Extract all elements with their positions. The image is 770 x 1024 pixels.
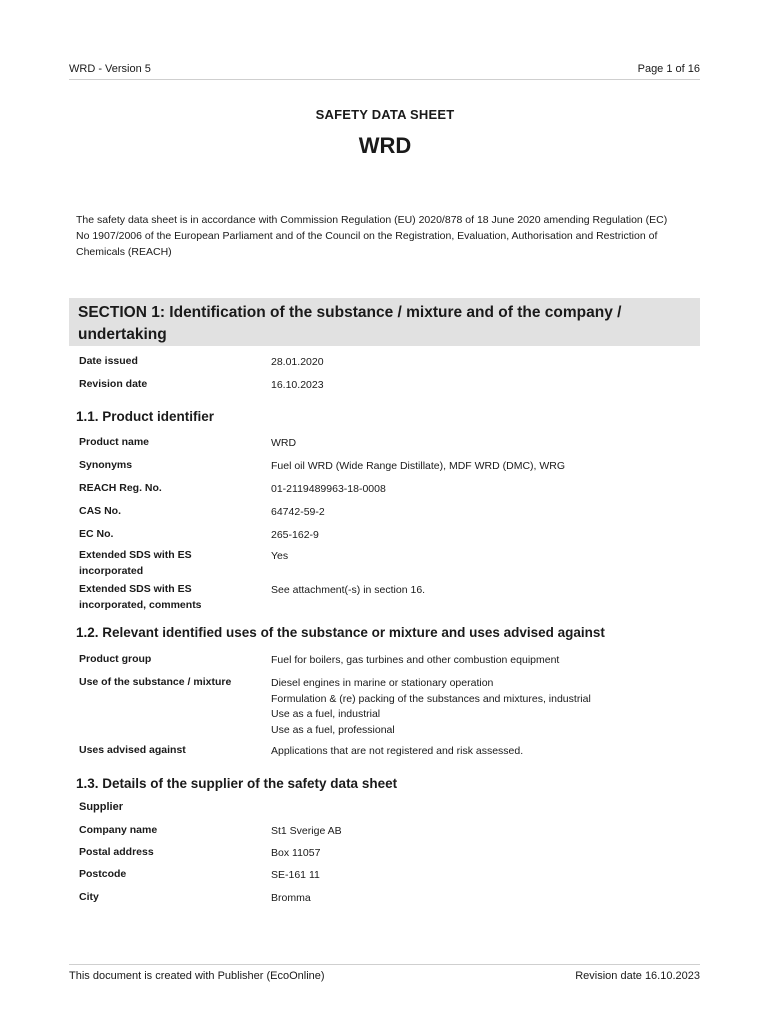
row-value: See attachment(-s) in section 16. xyxy=(271,584,426,596)
row-label: Postcode xyxy=(79,868,127,880)
use-item: Diesel engines in marine or stationary operation xyxy=(271,677,494,689)
row-label: REACH Reg. No. xyxy=(79,482,162,494)
document-title: WRD xyxy=(358,133,412,158)
row-label: Extended SDS with ES incorporated, comments xyxy=(79,583,202,611)
header-doc-version: WRD - Version 5 xyxy=(69,63,151,75)
use-item: Use as a fuel, professional xyxy=(271,723,395,736)
row-value: SE-161 11 xyxy=(271,869,320,881)
row-label: Use of the substance / mixture xyxy=(79,676,232,688)
row-label: Product group xyxy=(79,653,152,665)
regulation-intro: The safety data sheet is in accordance with Commission Regulation (EU) 2020/878 of 18 June 2020 amending Regulation (EC) No 1907/2006 of the European Parliament and of the Council on the Registration, Evaluation, Authorisation and Restriction of Chemicals (REACH) xyxy=(76,214,668,258)
header-page-number: Page 1 of 16 xyxy=(637,63,700,75)
row-value: 16.10.2023 xyxy=(271,379,324,391)
row-value: 28.01.2020 xyxy=(271,356,324,368)
row-value: 265-162-9 xyxy=(271,529,319,541)
row-label: Synonyms xyxy=(79,459,133,471)
row-label: CAS No. xyxy=(79,505,121,517)
row-label: Revision date xyxy=(79,378,148,390)
row-value-list xyxy=(271,676,699,738)
row-value: 01-2119489963-18-0008 xyxy=(271,483,386,495)
row-label: Company name xyxy=(79,824,158,836)
row-value: 64742-59-2 xyxy=(271,506,325,518)
row-label: City xyxy=(79,891,99,903)
use-item: Use as a fuel, industrial xyxy=(271,708,381,720)
row-value: Fuel oil WRD (Wide Range Distillate), MDF WRD (DMC), WRG xyxy=(271,460,566,472)
row-value: Bromma xyxy=(271,892,311,904)
row-label: Uses advised against xyxy=(79,744,186,756)
row-label: Date issued xyxy=(79,355,138,367)
footer-publisher-note: This document is created with Publisher (EcoOnline) xyxy=(69,970,325,982)
page-footer xyxy=(69,964,700,985)
page-header xyxy=(69,63,700,80)
row-value: WRD xyxy=(271,437,297,449)
section-1-heading: SECTION 1: Identification of the substance / mixture and of the company / undertaking xyxy=(69,298,700,346)
row-label: Extended SDS with ES incorporated xyxy=(79,549,192,577)
footer-revision-date: Revision date 16.10.2023 xyxy=(575,970,700,982)
document-type: SAFETY DATA SHEET xyxy=(315,107,455,122)
subsection-1-3-title: 1.3. Details of the supplier of the safety data sheet xyxy=(76,776,398,791)
row-label: EC No. xyxy=(79,528,114,540)
row-value: Applications that are not registered and risk assessed. xyxy=(271,745,524,757)
subsection-1-2-title: 1.2. Relevant identified uses of the substance or mixture and uses advised against xyxy=(76,625,605,640)
use-item: Formulation & (re) packing of the substances and mixtures, industrial xyxy=(271,692,591,705)
row-value: Yes xyxy=(271,550,289,562)
row-value: St1 Sverige AB xyxy=(271,825,342,837)
subsection-1-1-title: 1.1. Product identifier xyxy=(76,409,215,424)
row-label: Product name xyxy=(79,436,150,448)
supplier-label: Supplier xyxy=(79,801,124,813)
row-label: Postal address xyxy=(79,846,154,858)
row-value: Box 11057 xyxy=(271,847,321,859)
row-value: Fuel for boilers, gas turbines and other combustion equipment xyxy=(271,654,560,666)
